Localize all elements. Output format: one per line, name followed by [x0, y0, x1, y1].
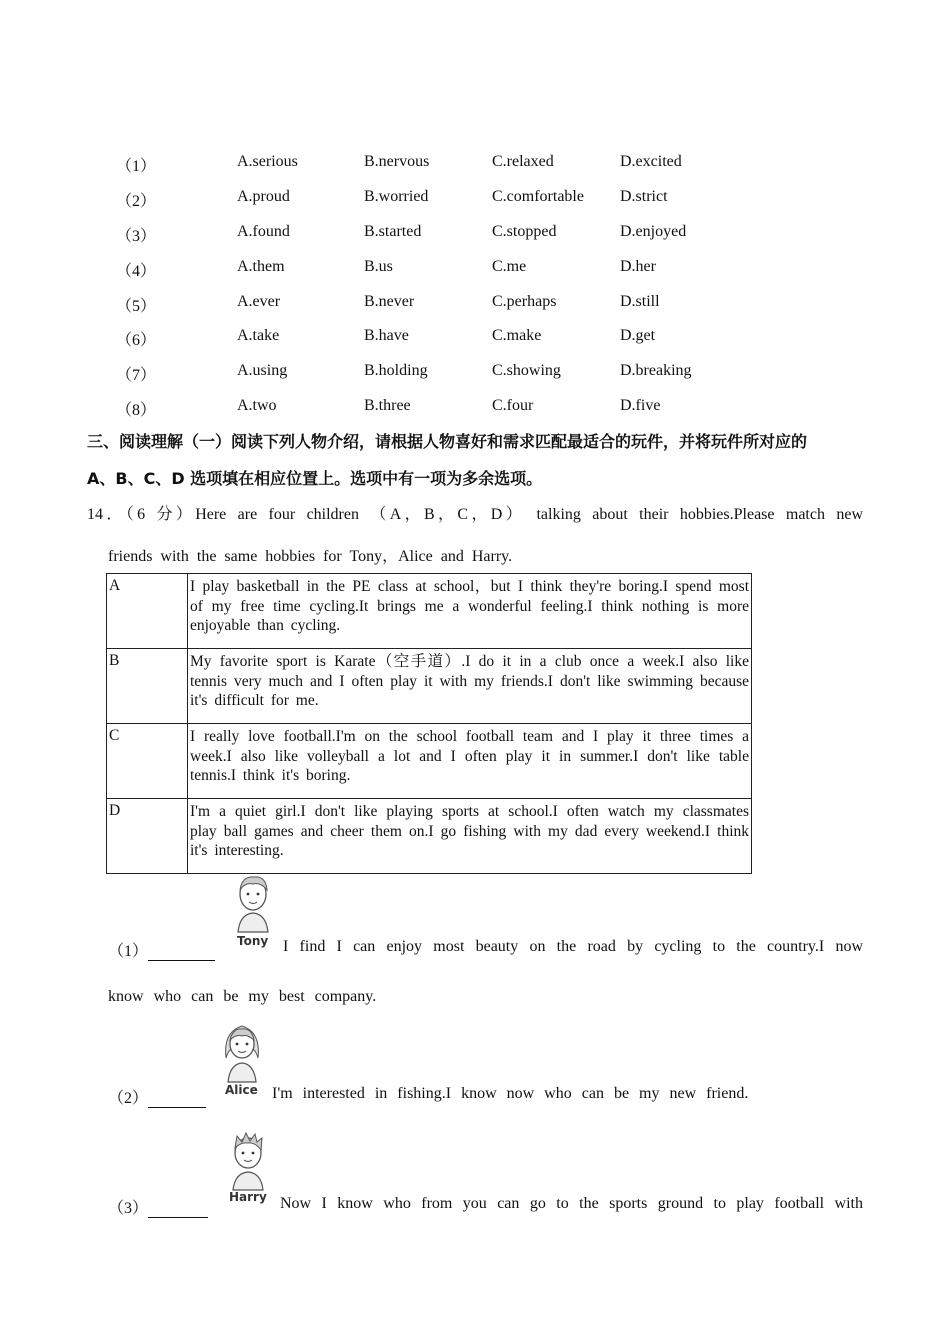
option-a: A.serious: [237, 153, 298, 170]
option-b: B.holding: [364, 362, 428, 379]
option-d: D.strict: [620, 188, 668, 205]
option-number: （5）: [116, 298, 157, 315]
table-row: [107, 799, 752, 874]
section-heading-line1: 三、阅读理解（一）阅读下列人物介绍，请根据人物喜好和需求匹配最适合的玩件，并将玩件所对应的: [87, 432, 808, 451]
tony-name-label: Tony: [237, 934, 269, 948]
sub-question-1: [108, 938, 863, 961]
option-c: C.relaxed: [492, 153, 554, 170]
option-row: [0, 362, 950, 392]
option-d: D.five: [620, 397, 661, 414]
option-row: [0, 293, 950, 323]
row-text: I really love football.I'm on the school football team and I play it three times a week.I also like volleyball a lot and I often play it in summer.I don't like table tennis.I think it's boring.: [188, 724, 752, 799]
row-letter: B: [107, 649, 188, 724]
option-row: [0, 153, 950, 183]
option-a: A.ever: [237, 293, 281, 310]
row-letter: D: [107, 799, 188, 874]
alice-name-label: Alice: [225, 1083, 258, 1097]
row-text: I'm a quiet girl.I don't like playing sports at school.I often watch my classmates play ball games and cheer them on.I go fishing with my dad every weekend.I think it's interesting.: [188, 799, 752, 874]
answer-blank-2[interactable]: [148, 1091, 206, 1108]
option-number: （3）: [116, 228, 157, 245]
sub-number: （2）: [108, 1090, 149, 1107]
sub-question-3: [108, 1195, 863, 1218]
option-d: D.her: [620, 258, 656, 275]
option-d: D.still: [620, 293, 660, 310]
option-a: A.them: [237, 258, 285, 275]
sub-text: I find I can enjoy most beauty on the road by cycling to the country.I now: [283, 938, 863, 955]
row-letter: C: [107, 724, 188, 799]
option-row: [0, 397, 950, 427]
option-number: （8）: [116, 402, 157, 419]
harry-name-label: Harry: [229, 1190, 267, 1204]
option-b: B.three: [364, 397, 411, 414]
sub-text: Now I know who from you can go to the sports ground to play football with: [280, 1195, 863, 1212]
option-b: B.never: [364, 293, 415, 310]
sub-question-1-continued: know who can be my best company.: [108, 988, 377, 1005]
sub-number: （1）: [108, 943, 149, 960]
sub-text: I'm interested in fishing.I know now who can be my new friend.: [272, 1085, 749, 1102]
option-c: C.me: [492, 258, 527, 275]
option-a: A.using: [237, 362, 288, 379]
option-c: C.comfortable: [492, 188, 584, 205]
option-b: B.started: [364, 223, 422, 240]
question-14-line1: 14．（6 分）Here are four children （A，B，C，D） talking about their hobbies.Please match new: [87, 506, 863, 523]
option-c: C.make: [492, 327, 542, 344]
option-a: A.two: [237, 397, 277, 414]
table-row: [107, 649, 752, 724]
option-row: [0, 327, 950, 357]
option-a: A.proud: [237, 188, 290, 205]
option-d: D.excited: [620, 153, 682, 170]
row-letter: A: [107, 574, 188, 649]
option-d: D.enjoyed: [620, 223, 687, 240]
option-d: D.breaking: [620, 362, 692, 379]
option-b: B.have: [364, 327, 409, 344]
option-row: [0, 188, 950, 218]
table-row: [107, 724, 752, 799]
option-a: A.take: [237, 327, 280, 344]
option-b: B.nervous: [364, 153, 430, 170]
sub-number: （3）: [108, 1200, 149, 1217]
option-c: C.four: [492, 397, 534, 414]
option-d: D.get: [620, 327, 656, 344]
option-c: C.stopped: [492, 223, 557, 240]
question-14-line2: friends with the same hobbies for Tony，Alice and Harry.: [108, 548, 513, 565]
row-text: My favorite sport is Karate（空手道）.I do it in a club once a week.I also like tennis very much and I often play it with my friends.I don't like swimming because it's difficult for me.: [188, 649, 752, 724]
option-number: （6）: [116, 332, 157, 349]
option-number: （1）: [116, 158, 157, 175]
option-b: B.worried: [364, 188, 429, 205]
answer-blank-3[interactable]: [148, 1201, 208, 1218]
option-c: C.showing: [492, 362, 561, 379]
section-heading-line2: A、B、C、D 选项填在相应位置上。选项中有一项为多余选项。: [87, 469, 543, 488]
option-number: （7）: [116, 367, 157, 384]
option-c: C.perhaps: [492, 293, 557, 310]
option-number: （4）: [116, 263, 157, 280]
answer-blank-1[interactable]: [148, 944, 215, 961]
hobby-table: [106, 573, 752, 874]
option-a: A.found: [237, 223, 290, 240]
option-row: [0, 223, 950, 253]
option-row: [0, 258, 950, 288]
row-text: I play basketball in the PE class at school，but I think they're boring.I spend most of my free time cycling.It brings me a wonderful feeling.I think nothing is more enjoyable than cycling.: [188, 574, 752, 649]
option-number: （2）: [116, 193, 157, 210]
option-b: B.us: [364, 258, 393, 275]
table-row: [107, 574, 752, 649]
